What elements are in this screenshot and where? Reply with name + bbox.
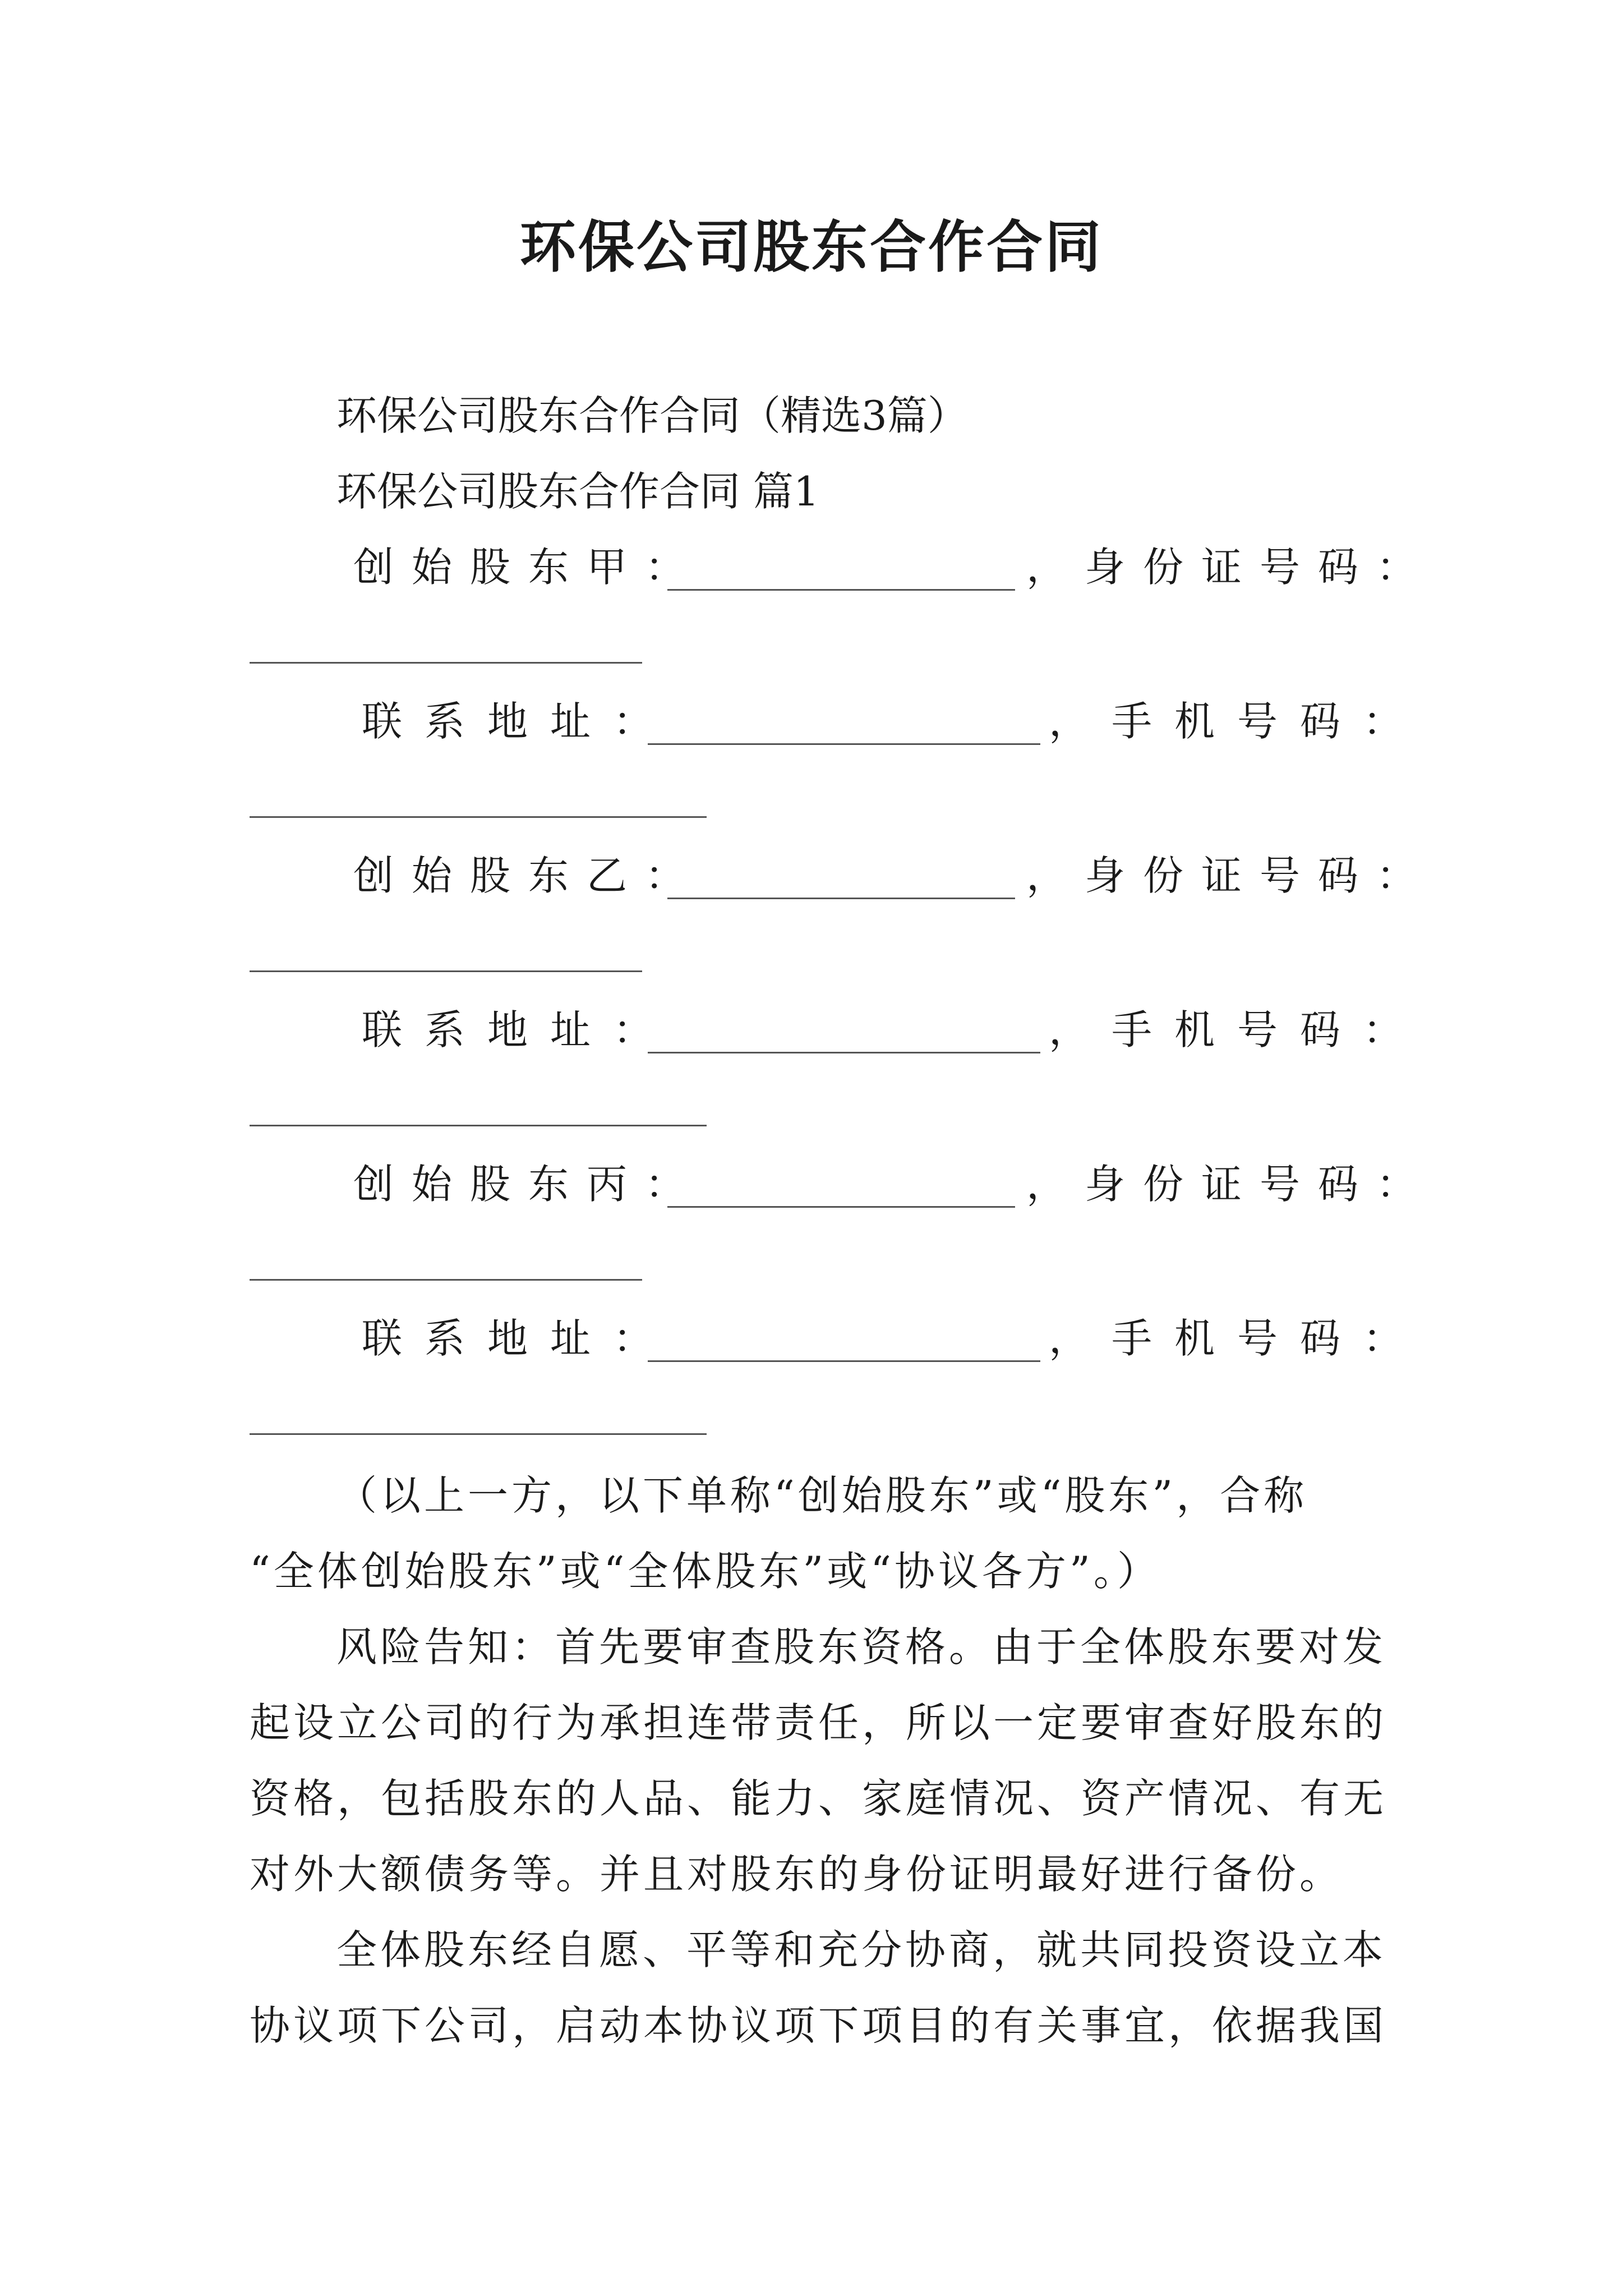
shareholder-b-row [353, 852, 704, 899]
shareholder-c-id-row [1026, 1161, 1435, 1208]
shareholder-c-id-label: ，身份证号码： [1026, 1161, 1435, 1208]
shareholder-b-name-blank[interactable] [667, 898, 1015, 899]
shareholder-c-row [353, 1161, 704, 1208]
section-heading: 环保公司股东合作合同 篇1 [336, 468, 819, 515]
address-b-blank[interactable] [648, 1052, 1040, 1053]
address-a-label: 联系地址： [362, 698, 676, 745]
shareholder-b-id-blank[interactable] [250, 970, 642, 972]
shareholder-b-label: 创始股东乙： [353, 852, 704, 899]
address-a-blank[interactable] [648, 743, 1040, 745]
phone-c-blank[interactable] [250, 1433, 707, 1435]
phone-c-label: ，手机号码： [1049, 1315, 1426, 1362]
shareholder-c-id-blank[interactable] [250, 1279, 642, 1281]
shareholder-b-id-label: ，身份证号码： [1026, 852, 1435, 899]
shareholder-a-label: 创始股东甲： [353, 544, 704, 591]
address-c-blank[interactable] [648, 1360, 1040, 1362]
shareholder-c-name-blank[interactable] [667, 1206, 1015, 1208]
paragraph-2-line-3: 资格，包括股东的人品、能力、家庭情况、资产情况、有无 [250, 1775, 1387, 1822]
phone-b-label: ，手机号码： [1049, 1006, 1426, 1053]
shareholder-a-name-blank[interactable] [667, 589, 1015, 591]
address-b-label: 联系地址： [362, 1006, 676, 1053]
shareholder-a-id-blank[interactable] [250, 662, 642, 664]
shareholder-a-id-row [1026, 544, 1435, 591]
phone-b-row [1049, 1006, 1426, 1053]
shareholder-a-id-label: ，身份证号码： [1026, 544, 1435, 591]
address-b-row [362, 1006, 676, 1053]
document-title: 环保公司股东合作合同 [520, 214, 1103, 280]
shareholder-b-id-row [1026, 852, 1435, 899]
paragraph-1-line-2: “全体创始股东”或“全体股东”或“协议各方”。） [250, 1548, 1161, 1595]
shareholder-c-label: 创始股东丙： [353, 1161, 704, 1208]
phone-a-label: ，手机号码： [1049, 698, 1426, 745]
paragraph-3-line-2: 协议项下公司，启动本协议项下项目的有关事宜，依据我国 [250, 2002, 1387, 2049]
paragraph-2-line-2: 起设立公司的行为承担连带责任，所以一定要审查好股东的 [250, 1699, 1387, 1746]
shareholder-a-row [353, 544, 704, 591]
address-c-row [362, 1315, 676, 1362]
phone-b-blank[interactable] [250, 1125, 707, 1126]
phone-c-row [1049, 1315, 1426, 1362]
paragraph-2-line-1: 风险告知：首先要审查股东资格。由于全体股东要对发 [336, 1623, 1387, 1671]
paragraph-2-line-4: 对外大额债务等。并且对股东的身份证明最好进行备份。 [250, 1851, 1344, 1898]
paragraph-3-line-1: 全体股东经自愿、平等和充分协商，就共同投资设立本 [336, 1926, 1387, 1973]
address-c-label: 联系地址： [362, 1315, 676, 1362]
paragraph-1-line-1: （以上一方，以下单称“创始股东”或“股东”，合称 [336, 1472, 1308, 1519]
address-a-row [362, 698, 676, 745]
document-subtitle: 环保公司股东合作合同（精选3篇） [336, 392, 968, 439]
phone-a-blank[interactable] [250, 816, 707, 818]
phone-a-row [1049, 698, 1426, 745]
